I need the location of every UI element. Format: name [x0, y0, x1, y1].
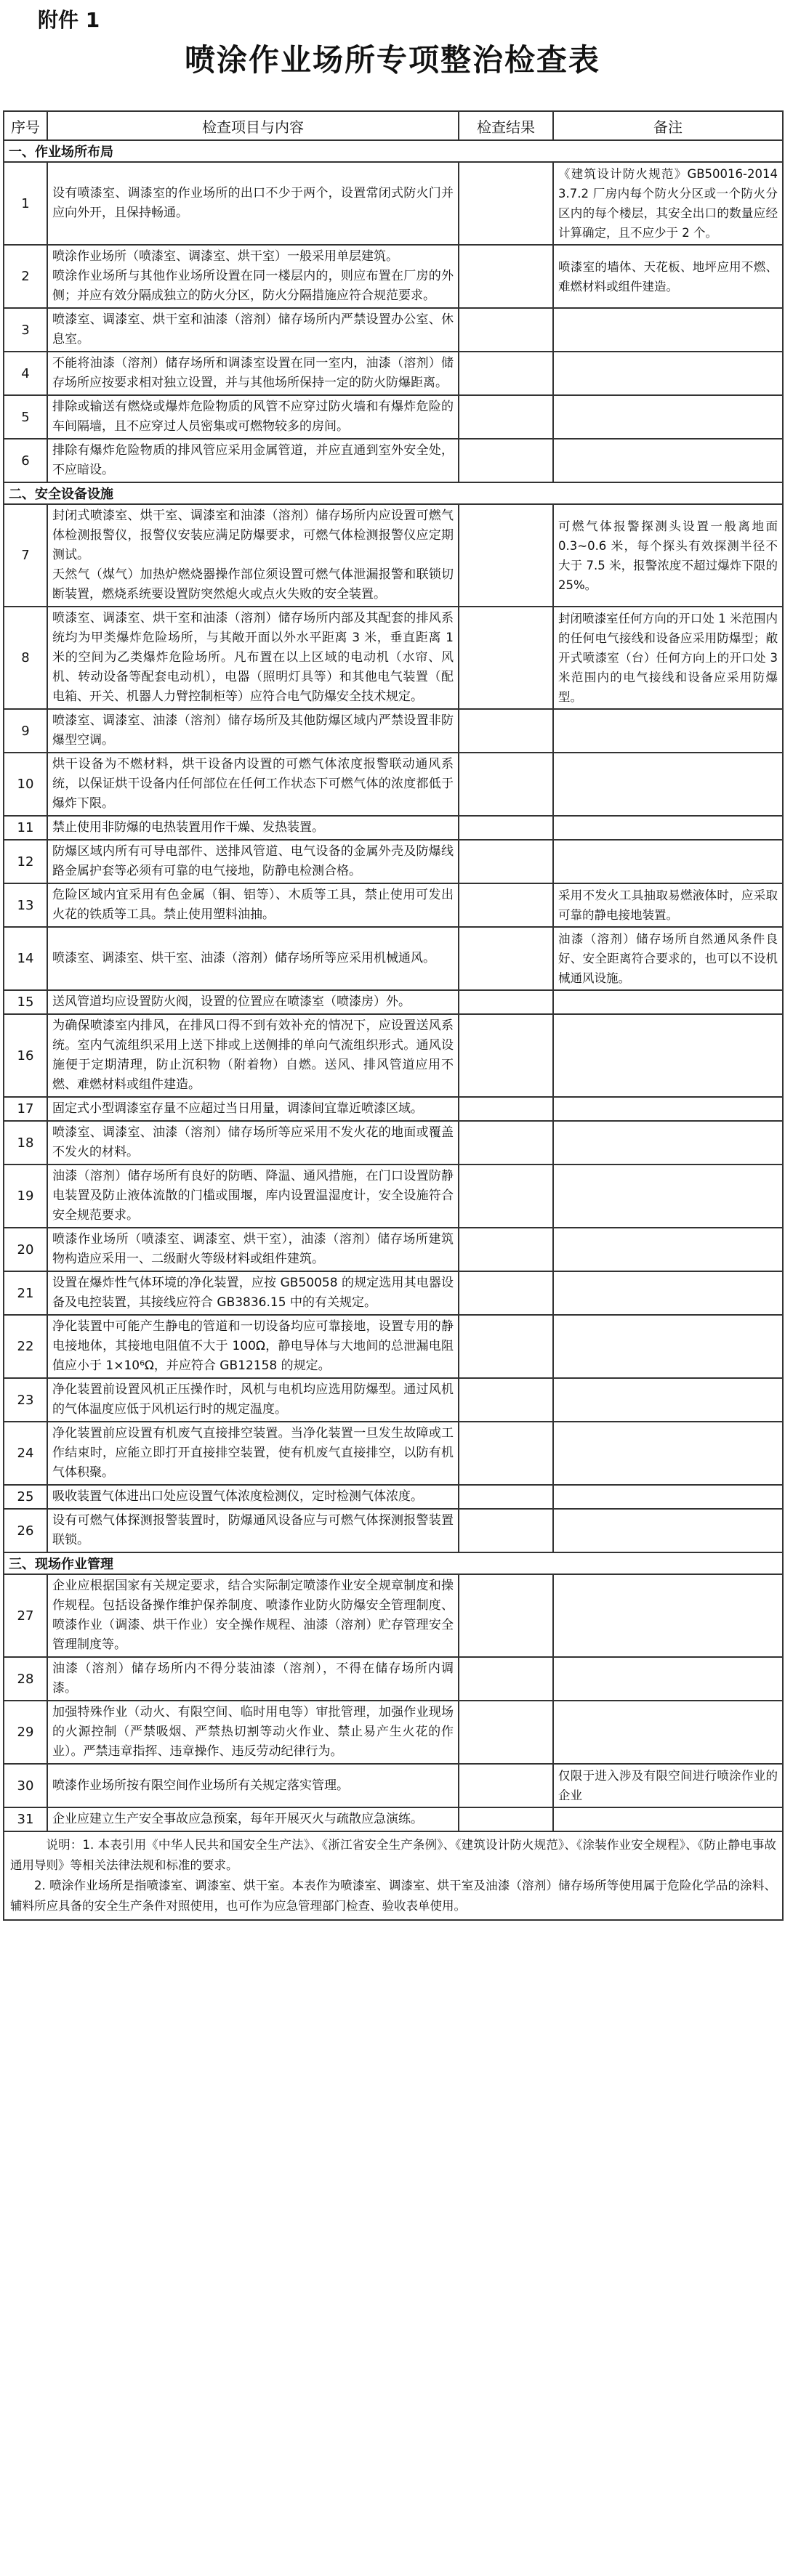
row-number: 10 [4, 753, 47, 816]
row-note [553, 1485, 783, 1509]
table-row [4, 1315, 783, 1378]
column-header-content: 检查项目与内容 [47, 111, 459, 140]
row-result-cell[interactable] [459, 1509, 553, 1552]
row-content-line: 企业应建立生产安全事故应急预案，每年开展灭火与疏散应急演练。 [52, 1812, 423, 1826]
row-note [553, 1657, 783, 1701]
row-content-line: 喷漆室、调漆室、油漆（溶剂）储存场所及其他防爆区域内严禁设置非防爆型空调。 [52, 713, 454, 748]
table-row [4, 1807, 783, 1831]
row-content [47, 308, 459, 352]
table-row [4, 1574, 783, 1657]
row-result-cell[interactable] [459, 1574, 553, 1657]
row-number: 4 [4, 352, 47, 395]
table-row [4, 753, 783, 816]
row-result-cell[interactable] [459, 1422, 553, 1485]
table-row [4, 1165, 783, 1228]
row-note [553, 308, 783, 352]
row-content-line: 喷漆作业场所按有限空间作业场所有关规定落实管理。 [52, 1778, 349, 1793]
row-note: 《建筑设计防火规范》GB50016-2014 3.7.2 厂房内每个防火分区或一个防火分区内的每个楼层，其安全出口的数量应经计算确定，且不应少于 2 个。 [553, 162, 783, 245]
row-content-line: 排除或输送有燃烧或爆炸危险物质的风管不应穿过防火墙和有爆炸危险的车间隔墙，且不应穿过人员密集或可燃物较多的房间。 [52, 400, 454, 434]
row-note [553, 1097, 783, 1121]
row-note [553, 816, 783, 840]
footer-line: 2. 喷涂作业场所是指喷漆室、调漆室、烘干室。本表作为喷漆室、调漆室、烘干室及油漆（溶剂）储存场所等使用属于危险化学品的涂料、辅料所应具备的安全生产条件对照使用，也可作为应急管理部门检查、验收表单使用。 [10, 1879, 776, 1913]
row-content-line: 喷涂作业场所与其他作业场所设置在同一楼层内的，则应布置在厂房的外侧；并应有效分隔成独立的防火分区，防火分隔措施应符合规范要求。 [52, 269, 454, 303]
row-content [47, 1509, 459, 1552]
table-row [4, 1378, 783, 1422]
row-result-cell[interactable] [459, 990, 553, 1014]
row-content-line: 油漆（溶剂）储存场所内不得分装油漆（溶剂），不得在储存场所内调漆。 [52, 1661, 454, 1696]
row-result-cell[interactable] [459, 308, 553, 352]
row-number: 7 [4, 504, 47, 607]
row-note [553, 1422, 783, 1485]
row-content-line: 喷涂作业场所（喷漆室、调漆室、烘干室）一般采用单层建筑。 [52, 249, 398, 264]
row-note [553, 1574, 783, 1657]
row-content-line: 油漆（溶剂）储存场所有良好的防晒、降温、通风措施，在门口设置防静电装置及防止液体流散的门槛或围堰，库内设置温湿度计，安全设施符合安全规范要求。 [52, 1169, 454, 1223]
row-number: 25 [4, 1485, 47, 1509]
row-number: 18 [4, 1121, 47, 1165]
footer-row [4, 1831, 783, 1920]
row-content [47, 352, 459, 395]
table-row [4, 1271, 783, 1315]
row-content [47, 439, 459, 482]
row-note [553, 439, 783, 482]
section-title: 一、作业场所布局 [4, 140, 783, 162]
row-result-cell[interactable] [459, 816, 553, 840]
row-note: 可燃气体报警探测头设置一般离地面 0.3~0.6 米，每个探头有效探测半径不大于 7.5 米，报警浓度不超过爆炸下限的 25%。 [553, 504, 783, 607]
row-note [553, 840, 783, 883]
row-number: 2 [4, 245, 47, 308]
row-number: 5 [4, 395, 47, 439]
table-row [4, 1422, 783, 1485]
table-row [4, 162, 783, 245]
row-number: 11 [4, 816, 47, 840]
row-number: 26 [4, 1509, 47, 1552]
row-content [47, 1097, 459, 1121]
row-content [47, 1657, 459, 1701]
row-number: 23 [4, 1378, 47, 1422]
row-number: 16 [4, 1014, 47, 1097]
row-content [47, 883, 459, 927]
row-content [47, 1315, 459, 1378]
row-content-line: 禁止使用非防爆的电热装置用作干燥、发热装置。 [52, 820, 324, 835]
row-note: 采用不发火工具抽取易燃液体时，应采取可靠的静电接地装置。 [553, 883, 783, 927]
table-row [4, 1485, 783, 1509]
table-row [4, 1657, 783, 1701]
table-row [4, 840, 783, 883]
row-result-cell[interactable] [459, 1271, 553, 1315]
row-content [47, 753, 459, 816]
row-number: 12 [4, 840, 47, 883]
row-content [47, 1014, 459, 1097]
row-content-line: 封闭式喷漆室、烘干室、调漆室和油漆（溶剂）储存场所内应设置可燃气体检测报警仪，报警仪安装应满足防爆要求，可燃气体检测报警仪应定期测试。 [52, 509, 454, 562]
row-content [47, 840, 459, 883]
row-note [553, 1014, 783, 1097]
row-content-line: 喷漆室、调漆室、烘干室、油漆（溶剂）储存场所等应采用机械通风。 [52, 951, 435, 965]
row-content-line: 净化装置前应设置有机废气直接排空装置。当净化装置一旦发生故障或工作结束时，应能立即打开直接排空装置，使有机废气直接排空，以防有机气体积聚。 [52, 1426, 454, 1480]
table-row [4, 1097, 783, 1121]
row-result-cell[interactable] [459, 1165, 553, 1228]
row-content [47, 162, 459, 245]
row-note [553, 1121, 783, 1165]
row-content-line: 不能将油漆（溶剂）储存场所和调漆室设置在同一室内，油漆（溶剂）储存场所应按要求相对独立设置，并与其他场所保持一定的防火防爆距离。 [52, 356, 454, 390]
row-content [47, 816, 459, 840]
row-note [553, 1807, 783, 1831]
row-content [47, 395, 459, 439]
row-number: 14 [4, 927, 47, 990]
table-row [4, 439, 783, 482]
row-number: 17 [4, 1097, 47, 1121]
row-note: 油漆（溶剂）储存场所自然通风条件良好、安全距离符合要求的，也可以不设机械通风设施。 [553, 927, 783, 990]
row-result-cell[interactable] [459, 439, 553, 482]
table-row [4, 352, 783, 395]
row-content-line: 吸收装置气体进出口处应设置气体浓度检测仪，定时检测气体浓度。 [52, 1489, 423, 1504]
row-result-cell[interactable] [459, 162, 553, 245]
row-note [553, 1509, 783, 1552]
row-content [47, 1807, 459, 1831]
row-content [47, 1764, 459, 1807]
row-result-cell[interactable] [459, 1764, 553, 1807]
table-row [4, 1701, 783, 1764]
row-content [47, 990, 459, 1014]
column-header-note: 备注 [553, 111, 783, 140]
table-row [4, 1509, 783, 1552]
footer-notes [4, 1831, 783, 1920]
row-note [553, 395, 783, 439]
row-result-cell[interactable] [459, 1315, 553, 1378]
row-note [553, 753, 783, 816]
row-result-cell[interactable] [459, 1228, 553, 1271]
row-note [553, 1165, 783, 1228]
row-result-cell[interactable] [459, 709, 553, 753]
row-number: 29 [4, 1701, 47, 1764]
row-content [47, 1485, 459, 1509]
row-number: 21 [4, 1271, 47, 1315]
row-result-cell[interactable] [459, 1097, 553, 1121]
table-row [4, 1764, 783, 1807]
footer-line: 说明：1. 本表引用《中华人民共和国安全生产法》、《浙江省安全生产条例》、《建筑设计防火规范》、《涂装作业安全规程》、《防止静电事故通用导则》等相关法律法规和标准的要求。 [10, 1838, 776, 1872]
row-content-line: 企业应根据国家有关规定要求，结合实际制定喷漆作业安全规章制度和操作规程。包括设备操作维护保养制度、喷漆作业防火防爆安全管理制度、喷漆作业（调漆、烘干作业）安全操作规程、油漆（溶剂）贮存管理安全管理制度等。 [52, 1579, 454, 1652]
row-number: 8 [4, 607, 47, 709]
row-number: 9 [4, 709, 47, 753]
row-number: 15 [4, 990, 47, 1014]
row-number: 19 [4, 1165, 47, 1228]
row-content-line: 天然气（煤气）加热炉燃烧器操作部位须设置可燃气体泄漏报警和联锁切断装置，燃烧系统要设置防突然熄火或点火失败的安全装置。 [52, 567, 454, 602]
table-row [4, 883, 783, 927]
attachment-label: 附件 1 [38, 8, 100, 32]
table-row [4, 504, 783, 607]
column-header-no: 序号 [4, 111, 47, 140]
section-title: 三、现场作业管理 [4, 1552, 783, 1574]
row-note: 喷漆室的墙体、天花板、地坪应用不燃、难燃材料或组件建造。 [553, 245, 783, 308]
row-result-cell[interactable] [459, 927, 553, 990]
row-note [553, 1315, 783, 1378]
row-number: 31 [4, 1807, 47, 1831]
row-result-cell[interactable] [459, 1485, 553, 1509]
section-title: 二、安全设备设施 [4, 482, 783, 504]
row-result-cell[interactable] [459, 1378, 553, 1422]
row-note: 封闭喷漆室任何方向的开口处 1 米范围内的任何电气接线和设备应采用防爆型；敞开式喷漆室（台）任何方向上的开口处 3 米范围内的电气接线和设备应采用防爆型。 [553, 607, 783, 709]
row-content [47, 927, 459, 990]
row-content [47, 504, 459, 607]
row-content [47, 607, 459, 709]
row-content-line: 防爆区域内所有可导电部件、送排风管道、电气设备的金属外壳及防爆线路金属护套等必须有可靠的电气接地，防静电检测合格。 [52, 844, 454, 878]
row-content-line: 净化装置中可能产生静电的管道和一切设备均应可靠接地，设置专用的静电接地体，其接地电阻值不大于 100Ω，静电导体与大地间的总泄漏电阻值应小于 1×10⁶Ω，并应符合 GB12158 的规定。 [52, 1319, 454, 1373]
row-content-line: 送风管道均应设置防火阀，设置的位置应在喷漆室（喷漆房）外。 [52, 995, 411, 1009]
row-result-cell[interactable] [459, 352, 553, 395]
table-row [4, 1014, 783, 1097]
page-title: 喷涂作业场所专项整治检查表 [184, 42, 600, 78]
section-row [4, 482, 783, 504]
table-row [4, 1228, 783, 1271]
section-row [4, 140, 783, 162]
row-content-line: 喷漆室、调漆室、烘干室和油漆（溶剂）储存场所内部及其配套的排风系统均为甲类爆炸危险场所，与其敞开面以外水平距离 3 米，垂直距离 1 米的空间为乙类爆炸危险场所。凡布置在以上区域的电动机（水帘、风机、转动设备等配套电动机），电器（照明灯具等）和其他电气装置（配电箱、开关、机器人力臂控制柜等）应符合电气防爆安全技术规定。 [52, 611, 454, 704]
row-note [553, 709, 783, 753]
row-result-cell[interactable] [459, 395, 553, 439]
table-row [4, 990, 783, 1014]
section-row [4, 1552, 783, 1574]
row-content-line: 净化装置前设置风机正压操作时，风机与电机均应选用防爆型。通过风机的气体温度应低于风机运行时的规定温度。 [52, 1382, 454, 1417]
column-header-result: 检查结果 [459, 111, 553, 140]
row-result-cell[interactable] [459, 1121, 553, 1165]
table-row [4, 395, 783, 439]
row-note [553, 1378, 783, 1422]
row-content-line: 固定式小型调漆室存量不应超过当日用量，调漆间宜靠近喷漆区域。 [52, 1101, 423, 1116]
row-result-cell[interactable] [459, 1807, 553, 1831]
row-content [47, 1701, 459, 1764]
row-result-cell[interactable] [459, 883, 553, 927]
table-row [4, 607, 783, 709]
row-content [47, 1165, 459, 1228]
row-number: 20 [4, 1228, 47, 1271]
row-content-line: 喷漆室、调漆室、油漆（溶剂）储存场所等应采用不发火花的地面或覆盖不发火的材料。 [52, 1125, 454, 1159]
row-content-line: 设有可燃气体探测报警装置时，防爆通风设备应与可燃气体探测报警装置联锁。 [52, 1513, 454, 1547]
table-row [4, 927, 783, 990]
row-number: 13 [4, 883, 47, 927]
row-result-cell[interactable] [459, 1014, 553, 1097]
row-content-line: 设有喷漆室、调漆室的作业场所的出口不少于两个，设置常闭式防火门并应向外开，且保持畅通。 [52, 186, 454, 220]
row-content-line: 危险区域内宜采用有色金属（铜、铝等）、木质等工具，禁止使用可发出火花的铁质等工具。禁止使用塑料油抽。 [52, 888, 454, 922]
row-content [47, 1271, 459, 1315]
row-content [47, 1228, 459, 1271]
row-number: 3 [4, 308, 47, 352]
table-row [4, 245, 783, 308]
row-note: 仅限于进入涉及有限空间进行喷涂作业的企业 [553, 1764, 783, 1807]
row-content-line: 加强特殊作业（动火、有限空间、临时用电等）审批管理，加强作业现场的火源控制（严禁吸烟、严禁热切割等动火作业、禁止易产生火花的作业）。严禁违章指挥、违章操作、违反劳动纪律行为。 [52, 1705, 454, 1759]
row-result-cell[interactable] [459, 753, 553, 816]
row-content [47, 709, 459, 753]
row-result-cell[interactable] [459, 245, 553, 308]
table-row [4, 1121, 783, 1165]
row-content [47, 1574, 459, 1657]
row-result-cell[interactable] [459, 840, 553, 883]
row-content [47, 1121, 459, 1165]
table-body [4, 140, 783, 1920]
table-row [4, 816, 783, 840]
row-content [47, 1422, 459, 1485]
row-number: 22 [4, 1315, 47, 1378]
row-number: 6 [4, 439, 47, 482]
row-number: 30 [4, 1764, 47, 1807]
row-content-line: 为确保喷漆室内排风，在排风口得不到有效补充的情况下，应设置送风系统。室内气流组织采用上送下排或上送侧排的单向气流组织形式。通风设施便于定期清理，防止沉积物（附着物）自燃。送风、排风管道应用不燃、难燃材料或组件建造。 [52, 1018, 454, 1092]
row-content [47, 1378, 459, 1422]
row-result-cell[interactable] [459, 1701, 553, 1764]
table-header [4, 111, 783, 140]
table-row [4, 709, 783, 753]
table-row [4, 308, 783, 352]
row-result-cell[interactable] [459, 607, 553, 709]
row-note [553, 1271, 783, 1315]
row-content-line: 排除有爆炸危险物质的排风管应采用金属管道，并应直通到室外安全处，不应暗设。 [52, 443, 454, 477]
row-content-line: 喷漆室、调漆室、烘干室和油漆（溶剂）储存场所内严禁设置办公室、休息室。 [52, 312, 454, 347]
row-number: 24 [4, 1422, 47, 1485]
inspection-table [3, 110, 784, 1921]
row-note [553, 352, 783, 395]
row-content-line: 烘干设备为不燃材料，烘干设备内设置的可燃气体浓度报警联动通风系统，以保证烘干设备内任何部位在任何工作状态下可燃气体的浓度都低于爆炸下限。 [52, 757, 454, 811]
row-note [553, 990, 783, 1014]
row-number: 28 [4, 1657, 47, 1701]
row-note [553, 1701, 783, 1764]
row-content [47, 245, 459, 308]
row-content-line: 喷漆作业场所（喷漆室、调漆室、烘干室），油漆（溶剂）储存场所建筑物构造应采用一、二级耐火等级材料或组件建筑。 [52, 1232, 454, 1266]
row-note [553, 1228, 783, 1271]
row-content-line: 设置在爆炸性气体环境的净化装置，应按 GB50058 的规定选用其电器设备及电控装置，其接线应符合 GB3836.15 中的有关规定。 [52, 1276, 454, 1310]
row-number: 1 [4, 162, 47, 245]
row-result-cell[interactable] [459, 504, 553, 607]
row-number: 27 [4, 1574, 47, 1657]
row-result-cell[interactable] [459, 1657, 553, 1701]
